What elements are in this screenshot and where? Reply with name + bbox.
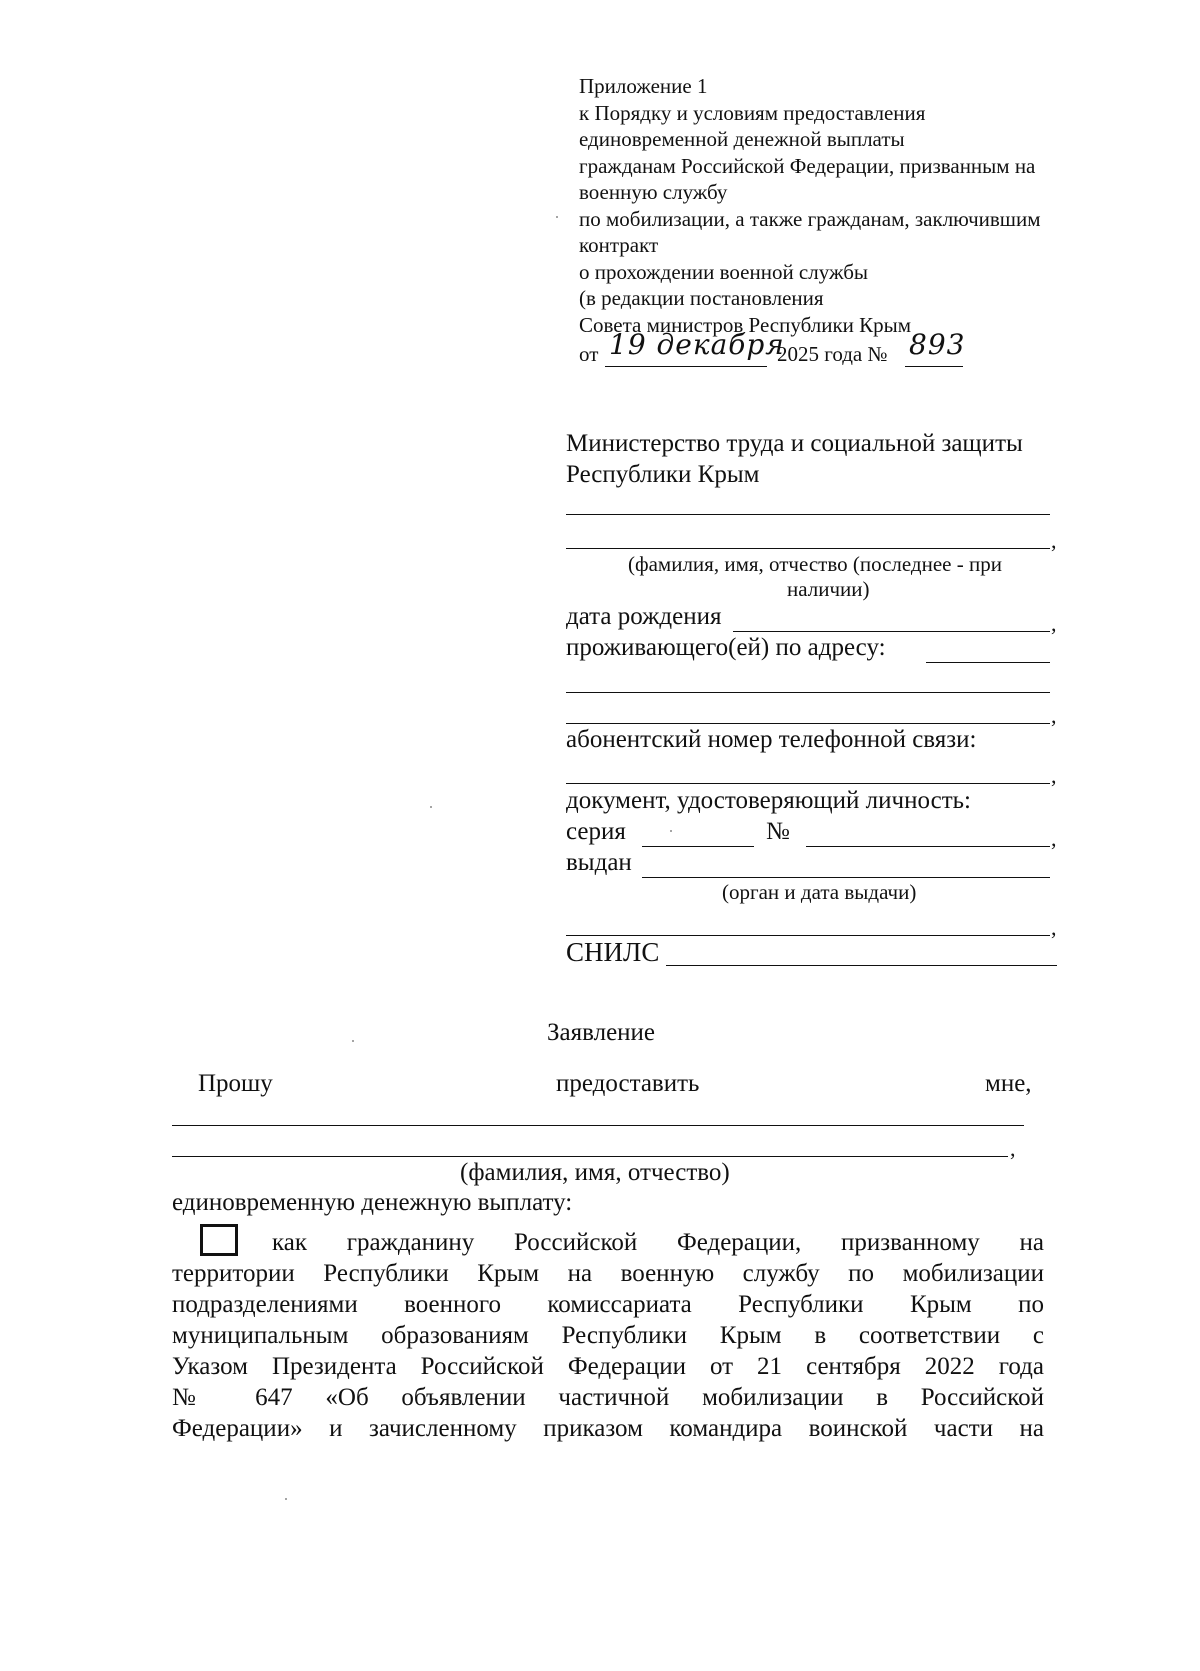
id-document-label: документ, удостоверяющий личность:: [566, 787, 971, 814]
address-line-2: [566, 692, 1050, 693]
option-text-line: как гражданину Российской Федерации, призванному на: [272, 1229, 1044, 1256]
scan-speck: [430, 806, 432, 808]
option-text-line: № 647 «Об объявлении частичной мобилизации в Российской: [172, 1384, 1044, 1411]
header-line: единовременной денежной выплаты: [579, 127, 905, 151]
header-line: контракт: [579, 233, 659, 257]
fio-caption-line2: наличии): [787, 577, 870, 601]
header-line: к Порядку и условиям предоставления: [579, 100, 926, 125]
option-text-line: Федерации» и зачисленному приказом командира воинской части на: [172, 1415, 1044, 1442]
phone-line: [566, 783, 1050, 784]
scan-speck: [285, 1498, 287, 1500]
phone-label: абонентский номер телефонной связи:: [566, 726, 977, 753]
header-line: гражданам Российской Федерации, призванным на: [579, 153, 1036, 178]
issued-line-2: [566, 935, 1050, 936]
request-word-me: мне,: [985, 1070, 1032, 1097]
from-prefix: от: [579, 342, 599, 366]
comma: ,: [1051, 703, 1057, 728]
header-line: Приложение 1: [579, 74, 708, 98]
comma: ,: [1010, 1136, 1016, 1161]
birth-date-label: дата рождения: [566, 603, 722, 630]
issued-caption: (орган и дата выдачи): [722, 880, 917, 904]
option-checkbox[interactable]: [200, 1224, 238, 1256]
applicant-fio-line-2: [172, 1156, 1008, 1157]
comma: ,: [1051, 528, 1057, 553]
header-line: военную службу: [579, 180, 728, 204]
issued-label: выдан: [566, 849, 632, 876]
header-line: (в редакции постановления: [579, 286, 824, 310]
appendix-header: [579, 73, 1099, 368]
applicant-fio-caption: (фамилия, имя, отчество): [460, 1159, 730, 1186]
header-line: Совета министров Республики Крым: [579, 312, 912, 337]
series-line: [642, 846, 754, 847]
address-label: проживающего(ей) по адресу:: [566, 634, 886, 661]
option-text-line: муниципальным образованиям Республики Крым в соответствии с: [172, 1322, 1044, 1349]
comma: ,: [1051, 611, 1057, 636]
applicant-fio-line-1: [172, 1125, 1024, 1126]
resolution-date-line: [579, 328, 1099, 368]
year-text: 2025 года №: [777, 342, 888, 366]
ministry-name-line2: Республики Крым: [566, 461, 760, 488]
scan-speck: [556, 216, 558, 218]
ministry-name-line1: Министерство труда и социальной защиты: [566, 430, 1023, 457]
payment-text: единовременную денежную выплату:: [172, 1189, 573, 1216]
document-number-line: [806, 846, 1050, 847]
date-underline: [605, 366, 767, 367]
option-text-line: подразделениями военного комиссариата Республики Крым по: [172, 1291, 1044, 1318]
scan-speck: [670, 830, 672, 832]
request-word-prosh: Прошу: [198, 1070, 273, 1097]
comma: ,: [1051, 915, 1057, 940]
fio-caption-line1: (фамилия, имя, отчество (последнее - при: [628, 552, 1002, 576]
birth-date-line: [733, 631, 1050, 632]
number-label: №: [766, 818, 790, 845]
number-underline: [905, 366, 963, 367]
address-line-3: [566, 723, 1050, 724]
header-line: по мобилизации, а также гражданам, заключившим: [579, 206, 1041, 231]
handwritten-date: 19 декабря: [609, 328, 785, 361]
comma: ,: [1051, 763, 1057, 788]
series-label: серия: [566, 818, 626, 845]
option-text-line: территории Республики Крым на военную службу по мобилизации: [172, 1260, 1044, 1287]
statement-title: Заявление: [547, 1019, 656, 1046]
request-word-provide: предоставить: [556, 1070, 700, 1097]
issued-line: [642, 877, 1050, 878]
option-text-line: Указом Президента Российской Федерации от 21 сентября 2022 года: [172, 1353, 1044, 1380]
snils-line: [666, 965, 1057, 966]
fio-line-2: [566, 548, 1050, 549]
address-line-1: [926, 662, 1050, 663]
fio-line-1: [566, 514, 1050, 515]
snils-label: СНИЛС: [566, 937, 660, 967]
comma: ,: [1051, 826, 1057, 851]
header-line: о прохождении военной службы: [579, 259, 868, 284]
handwritten-number: 893: [909, 328, 966, 361]
scan-speck: [352, 1040, 354, 1042]
